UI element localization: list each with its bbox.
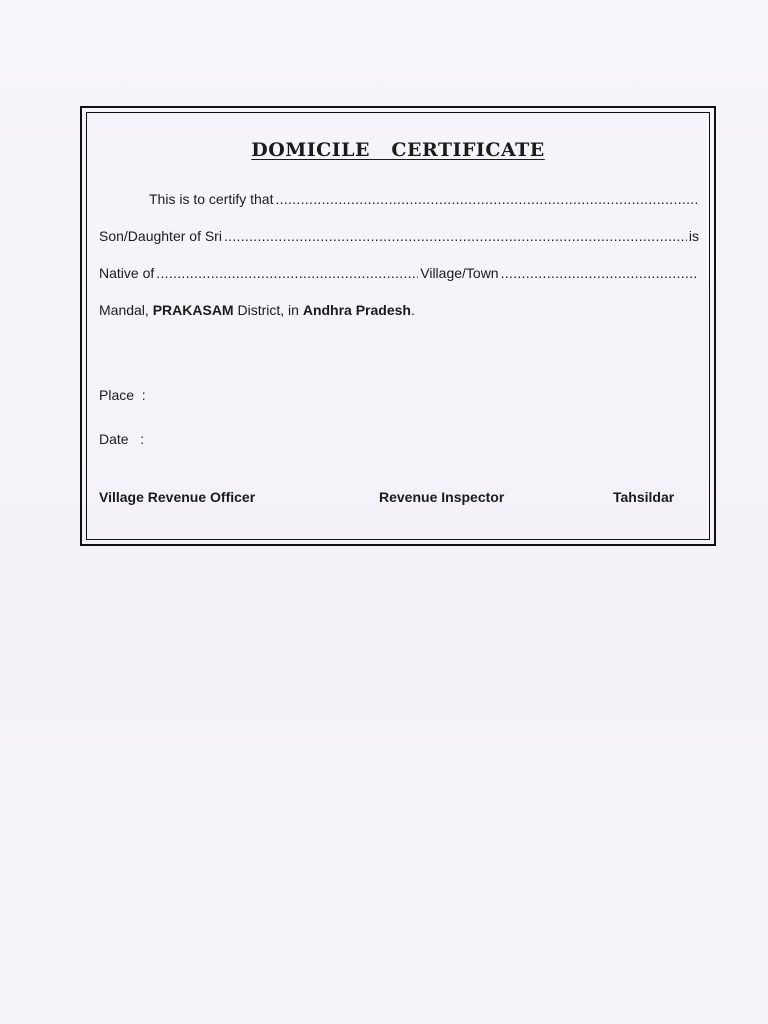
native-blank <box>156 265 418 282</box>
native-line <box>99 265 699 282</box>
parent-text: Son/Daughter of Sri <box>99 228 222 244</box>
certificate-frame <box>80 106 716 546</box>
certificate-inner-border <box>86 112 710 540</box>
certify-text: This is to certify that <box>149 191 274 207</box>
signatory-tahsildar: Tahsildar <box>613 489 675 505</box>
signatory-revenue-inspector: Revenue Inspector <box>379 489 505 505</box>
place-label: Place : <box>99 387 146 403</box>
signatory-vro: Village Revenue Officer <box>99 489 256 505</box>
district-name: PRAKASAM <box>152 302 234 318</box>
name-blank <box>275 191 697 208</box>
mandal-text: Mandal, <box>99 302 153 318</box>
parent-line <box>99 228 699 245</box>
village-blank <box>501 265 697 282</box>
village-text: Village/Town <box>420 265 499 281</box>
native-text: Native of <box>99 265 155 281</box>
parent-suffix: is <box>688 228 699 244</box>
date-label: Date : <box>99 431 145 447</box>
state-name: Andhra Pradesh <box>302 302 411 318</box>
district-text: District, in <box>233 302 303 318</box>
certificate-title: DOMICILE CERTIFICATE <box>251 139 545 161</box>
period: . <box>410 302 415 318</box>
certify-line <box>99 191 699 208</box>
mandal-line <box>99 302 699 318</box>
parent-blank <box>224 228 687 245</box>
